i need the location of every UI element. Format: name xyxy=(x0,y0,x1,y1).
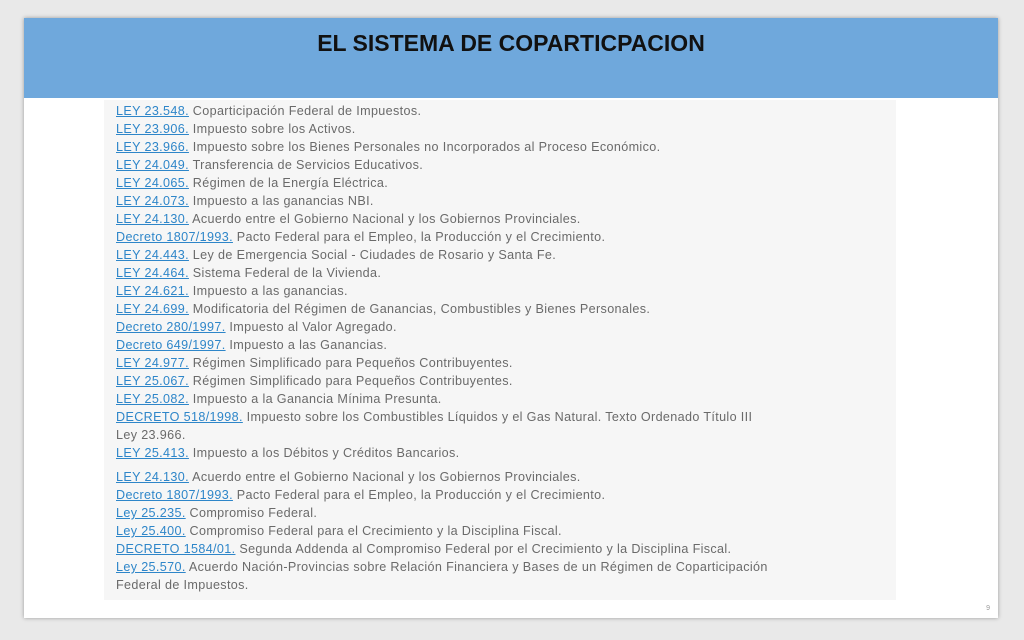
law-list-item xyxy=(116,354,896,372)
law-description: Coparticipación Federal de Impuestos. xyxy=(188,104,422,118)
law-link[interactable]: Decreto 649/1997. xyxy=(116,338,226,352)
law-list-item xyxy=(116,264,896,282)
law-list-item xyxy=(116,156,896,174)
law-list-item xyxy=(116,192,896,210)
law-link[interactable]: LEY 24.464. xyxy=(116,266,189,280)
law-list-item xyxy=(116,426,896,444)
law-link[interactable]: LEY 24.443. xyxy=(116,248,189,262)
law-description: Pacto Federal para el Empleo, la Producción y el Crecimiento. xyxy=(232,230,606,244)
law-list-item xyxy=(116,504,896,522)
law-description: Modificatoria del Régimen de Ganancias, Combustibles y Bienes Personales. xyxy=(188,302,651,316)
law-list-item xyxy=(116,246,896,264)
law-list-item xyxy=(116,390,896,408)
law-description: Pacto Federal para el Empleo, la Producción y el Crecimiento. xyxy=(232,488,606,502)
law-link[interactable]: LEY 25.067. xyxy=(116,374,189,388)
law-list-item xyxy=(116,138,896,156)
law-description: Ley de Emergencia Social - Ciudades de Rosario y Santa Fe. xyxy=(188,248,557,262)
law-description: Acuerdo entre el Gobierno Nacional y los Gobiernos Provinciales. xyxy=(188,212,581,226)
law-list-item xyxy=(116,468,896,486)
law-description: Segunda Addenda al Compromiso Federal por el Crecimiento y la Disciplina Fiscal. xyxy=(235,542,732,556)
law-link[interactable]: LEY 24.130. xyxy=(116,212,189,226)
law-description: Ley 23.966. xyxy=(116,428,186,442)
law-link[interactable]: LEY 23.906. xyxy=(116,122,189,136)
law-list-item xyxy=(116,282,896,300)
law-description: Impuesto sobre los Activos. xyxy=(188,122,356,136)
law-list-item xyxy=(116,372,896,390)
law-link[interactable]: Ley 25.570. xyxy=(116,560,186,574)
law-description: Sistema Federal de la Vivienda. xyxy=(188,266,382,280)
law-description: Impuesto a la Ganancia Mínima Presunta. xyxy=(188,392,442,406)
law-description: Impuesto a las ganancias. xyxy=(188,284,348,298)
law-description: Régimen Simplificado para Pequeños Contribuyentes. xyxy=(188,356,513,370)
page-number: 9 xyxy=(986,605,990,612)
law-list-item xyxy=(116,558,896,576)
law-list-item xyxy=(116,102,896,120)
law-list-item xyxy=(116,522,896,540)
law-link[interactable]: LEY 24.073. xyxy=(116,194,189,208)
law-description: Impuesto sobre los Bienes Personales no Incorporados al Proceso Económico. xyxy=(188,140,661,154)
law-list-item xyxy=(116,174,896,192)
law-list-item xyxy=(116,300,896,318)
law-description: Impuesto sobre los Combustibles Líquidos y el Gas Natural. Texto Ordenado Título III xyxy=(242,410,753,424)
law-list xyxy=(104,100,896,600)
law-description: Impuesto a las Ganancias. xyxy=(225,338,388,352)
slide-title: EL SISTEMA DE COPARTICPACION xyxy=(317,30,705,56)
law-link[interactable]: LEY 24.130. xyxy=(116,470,189,484)
law-link[interactable]: DECRETO 1584/01. xyxy=(116,542,236,556)
law-list-item xyxy=(116,408,896,426)
law-list-item xyxy=(116,120,896,138)
law-link[interactable]: LEY 24.699. xyxy=(116,302,189,316)
law-link[interactable]: LEY 25.082. xyxy=(116,392,189,406)
law-description: Impuesto a los Débitos y Créditos Bancarios. xyxy=(188,446,460,460)
law-description: Impuesto al Valor Agregado. xyxy=(225,320,397,334)
law-link[interactable]: DECRETO 518/1998. xyxy=(116,410,243,424)
law-description: Transferencia de Servicios Educativos. xyxy=(188,158,424,172)
law-link[interactable]: Decreto 1807/1993. xyxy=(116,488,233,502)
law-link[interactable]: LEY 23.966. xyxy=(116,140,189,154)
law-list-item xyxy=(116,210,896,228)
law-description: Régimen de la Energía Eléctrica. xyxy=(188,176,389,190)
law-list-item xyxy=(116,486,896,504)
law-description: Acuerdo entre el Gobierno Nacional y los Gobiernos Provinciales. xyxy=(188,470,581,484)
law-link[interactable]: Ley 25.235. xyxy=(116,506,186,520)
law-link[interactable]: LEY 24.049. xyxy=(116,158,189,172)
law-list-item xyxy=(116,444,896,462)
title-bar xyxy=(24,18,998,98)
law-list-item xyxy=(116,336,896,354)
law-link[interactable]: LEY 24.621. xyxy=(116,284,189,298)
law-link[interactable]: Decreto 280/1997. xyxy=(116,320,226,334)
law-link[interactable]: LEY 25.413. xyxy=(116,446,189,460)
law-description: Compromiso Federal. xyxy=(185,506,318,520)
law-list-item xyxy=(116,576,896,594)
law-description: Compromiso Federal para el Crecimiento y la Disciplina Fiscal. xyxy=(185,524,562,538)
law-list-item xyxy=(116,228,896,246)
law-link[interactable]: LEY 24.977. xyxy=(116,356,189,370)
slide xyxy=(24,18,998,618)
law-link[interactable]: LEY 23.548. xyxy=(116,104,189,118)
law-description: Régimen Simplificado para Pequeños Contribuyentes. xyxy=(188,374,513,388)
law-description: Impuesto a las ganancias NBI. xyxy=(188,194,374,208)
law-link[interactable]: LEY 24.065. xyxy=(116,176,189,190)
law-description: Acuerdo Nación-Provincias sobre Relación Financiera y Bases de un Régimen de Coparticipación xyxy=(185,560,768,574)
law-link[interactable]: Ley 25.400. xyxy=(116,524,186,538)
law-list-item xyxy=(116,318,896,336)
law-description: Federal de Impuestos. xyxy=(116,578,249,592)
law-list-item xyxy=(116,540,896,558)
law-link[interactable]: Decreto 1807/1993. xyxy=(116,230,233,244)
